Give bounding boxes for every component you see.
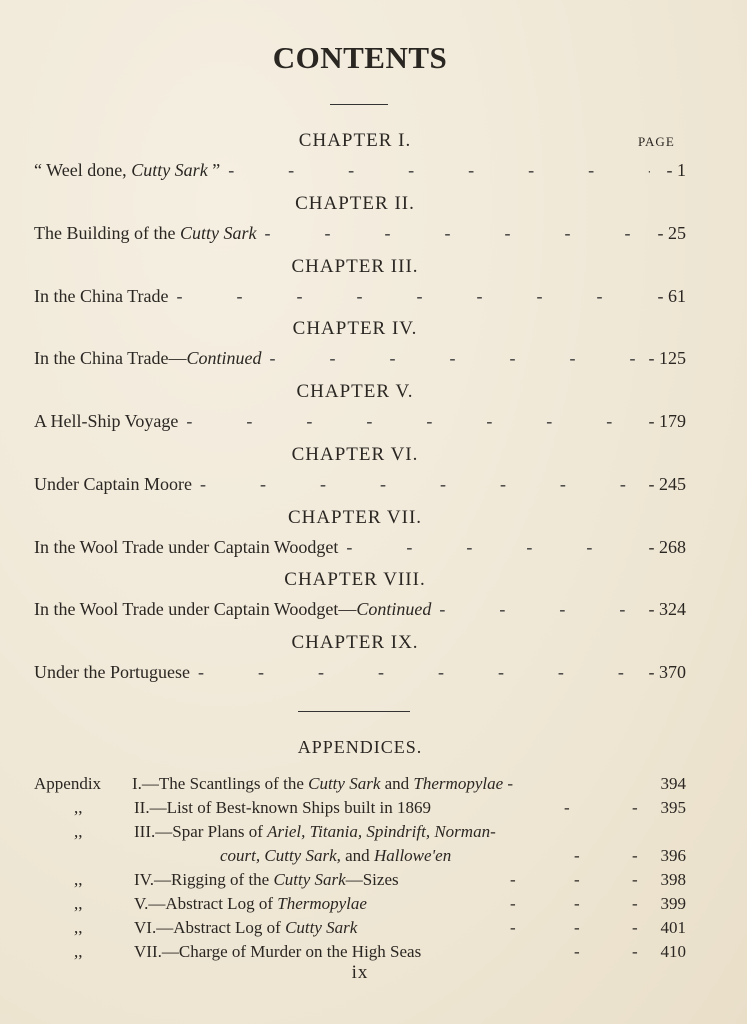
chapter-entry: Under Captain Moore - - 245 [34, 474, 686, 495]
chapter-entry: The Building of the Cutty Sark - - 25 [34, 223, 686, 244]
chapter-entry: Under the Portuguese - - 370 [34, 662, 686, 683]
page-title: CONTENTS [272, 40, 448, 75]
page-number: - 179 [649, 411, 687, 432]
chapter-entry: “ Weel done, Cutty Sark ” - - 1 [34, 160, 686, 181]
chapter-heading: CHAPTER IX. [291, 632, 419, 653]
appendix-entry: ,, V.—Abstract Log of Thermopylae - - - 399 [74, 894, 686, 913]
appendix-entry: ,, III.—Spar Plans of Ariel, Titania, Spindrift, Norman- court, Cutty Sark, and Hallowe'en - - 396 [74, 822, 686, 865]
section-rule [298, 711, 410, 712]
appendices-heading: APPENDICES. [297, 737, 423, 757]
chapter-heading: CHAPTER III. [291, 256, 419, 277]
chapter-heading: CHAPTER V. [296, 381, 414, 402]
page-number: - 25 [656, 223, 686, 244]
appendix-entry: ,, VI.—Abstract Log of Cutty Sark - - - 401 [74, 918, 686, 937]
page-column-label: PAGE [638, 134, 675, 149]
chapter-heading: CHAPTER IV. [292, 318, 418, 339]
title-rule [330, 104, 388, 105]
page-number: - 324 [649, 599, 687, 620]
chapter-entry: In the China Trade - - 61 [34, 286, 686, 307]
chapter-entry: In the Wool Trade under Captain Woodget - - 268 [34, 537, 686, 558]
page-number: - 125 [649, 348, 687, 369]
appendix-entry: ,, II.—List of Best-known Ships built in 1869 - - 395 [74, 798, 686, 817]
page-number: - 245 [649, 474, 687, 495]
page-number: - 1 [656, 160, 686, 181]
page-number: - 61 [656, 286, 686, 307]
chapter-heading: CHAPTER II. [295, 193, 415, 214]
chapter-entry: A Hell-Ship Voyage - - 179 [34, 411, 686, 432]
chapter-heading: CHAPTER VII. [287, 507, 423, 528]
chapter-entry: In the Wool Trade under Captain Woodget—Continued - - 324 [34, 599, 686, 620]
page-folio: ix [351, 962, 369, 983]
appendix-entry: ,, VII.—Charge of Murder on the High Seas - - 410 [74, 942, 686, 961]
page-number: - 268 [649, 537, 687, 558]
appendix-entry: Appendix I.—The Scantlings of the Cutty Sark and Thermopylae - 394 [34, 774, 686, 793]
chapter-heading: CHAPTER VIII. [284, 569, 426, 590]
page-number: - 370 [649, 662, 687, 683]
chapter-entry: In the China Trade—Continued - - 125 [34, 348, 686, 369]
appendix-entry: ,, IV.—Rigging of the Cutty Sark—Sizes - - - 398 [74, 870, 686, 889]
chapter-heading: CHAPTER VI. [291, 444, 419, 465]
chapter-heading: CHAPTER I. [298, 130, 412, 151]
